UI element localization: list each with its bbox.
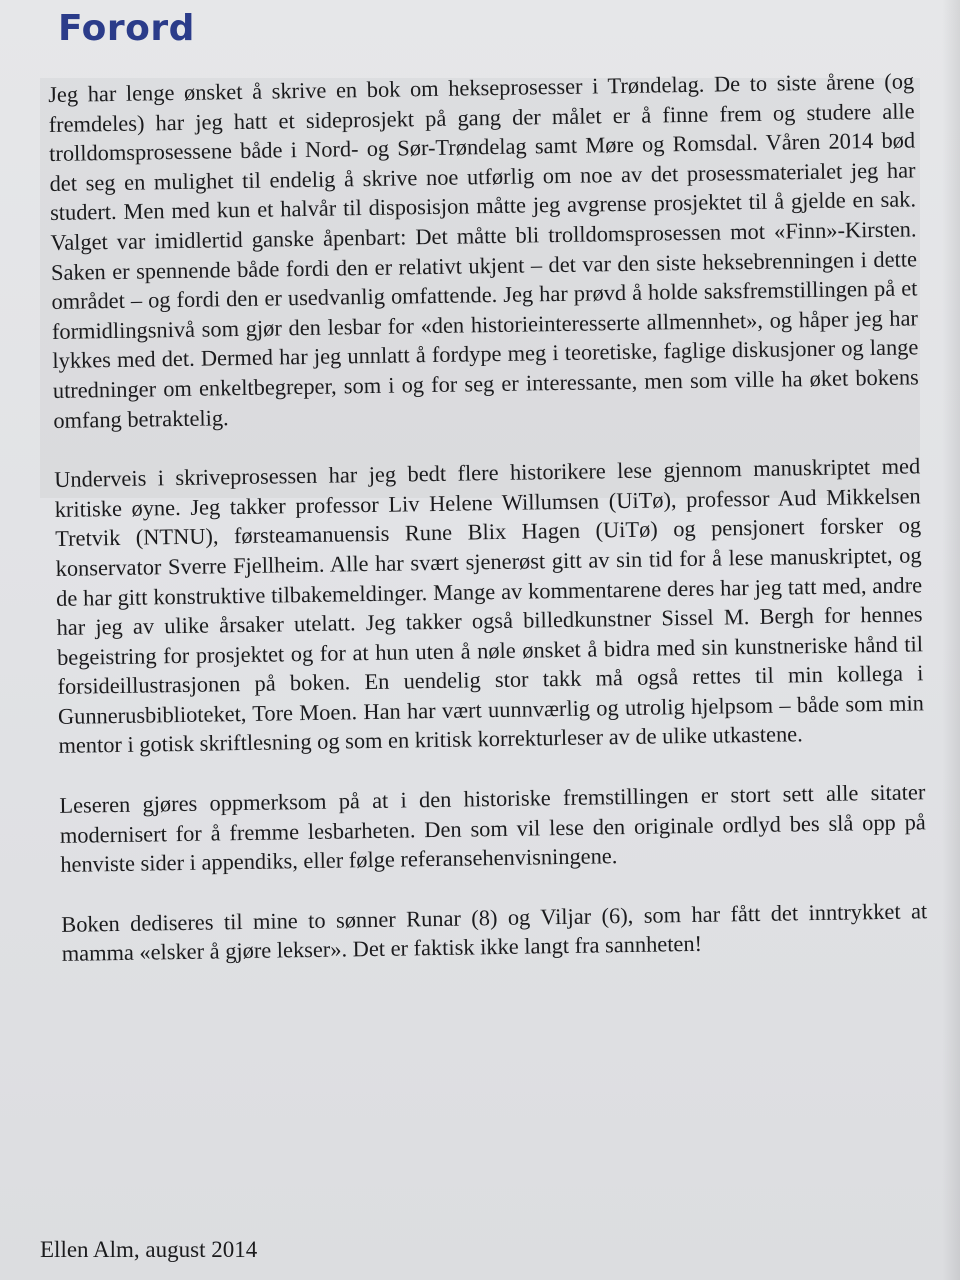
author-signature: Ellen Alm, august 2014 <box>40 1237 258 1262</box>
paragraph-quotes-note: Leseren gjøres oppmerksom på at i den historiske fremstillingen er stort sett alle sitater modernisert for å fremme lesbarheten. Den som vil lese den originale ordlyd bes slå opp på henviste sider i appendiks, eller følge referansehenvisningene. <box>59 779 926 878</box>
page-edge-shadow <box>942 0 960 1280</box>
foreword-body <box>48 66 928 999</box>
page-title: Forord <box>58 8 195 49</box>
paragraph-dedication: Boken dediseres til mine to sønner Runar (8) og Viljar (6), som har fått det inntrykket at mamma «elsker å gjøre lekser». Det er faktisk ikke langt fra sannheten! <box>61 898 928 967</box>
paragraph-intro: Jeg har lenge ønsket å skrive en bok om hekseprosesser i Trøndelag. De to siste årene (og fremdeles) har jeg hatt et sideprosjekt på gang der målet er å finne frem og studere alle trolldomsprosessene både i Nord- og Sør-Trøndelag samt Møre og Romsdal. Våren 2014 bød det seg en mulighet til endelig å skrive noe utførlig om noe av det prosessmaterialet jeg har studert. Men med kun et halvår til disposisjon måtte jeg avgrense prosjektet til å gjelde en sak. Valget var imidlertid ganske åpenbart: Det måtte bli trolldomsprosessen mot «Finn»-Kirsten. Saken er spennende både fordi den er relativt ukjent – det var den siste heksebrenningen i dette området – og fordi den er usedvanlig omfattende. Jeg har prøvd å holde saksfremstillingen på et formidlingsnivå som gjør den lesbar for «den historieinteresserte allmennhet», og håper jeg har lykkes med det. Dermed har jeg unnlatt å fordype meg i teoretiske, faglige diskusjoner og lange utredninger om enkeltbegreper, som i og for seg er interessante, men som ville ha øket bokens omfang betraktelig. <box>48 68 919 433</box>
paragraph-acknowledgements: Underveis i skriveprosessen har jeg bedt flere historikere lese gjennom manuskriptet med kritiske øyne. Jeg takker professor Liv Helene Willumsen (UiTø), professor Aud Mikkelsen Tretvik (NTNU), førsteamanuensis Rune Blix Hagen (UiTø) og pensjonert forsker og konservator Sverre Fjellheim. Alle har svært sjenerøst gitt av sin tid for å lese manuskriptet, og de har gitt konstruktive tilbakemeldinger. Mange av kommentarene deres har jeg tatt med, andre har jeg av ulike årsaker utelatt. Jeg takker også billedkunstner Sissel M. Bergh for hennes begeistring for prosjektet og for at hun uten å nøle ønsket å bidra med sin kunstneriske hånd til forsideillustrasjonen på boken. En uendelig stor takk må også rettes til min kollega i Gunnerusbiblioteket, Tore Moen. Han har vært uunnværlig og utrolig hjelpsom – både som min mentor i gotisk skriftlesning og som en kritisk korrekturleser av de ulike utkastene. <box>54 453 925 759</box>
